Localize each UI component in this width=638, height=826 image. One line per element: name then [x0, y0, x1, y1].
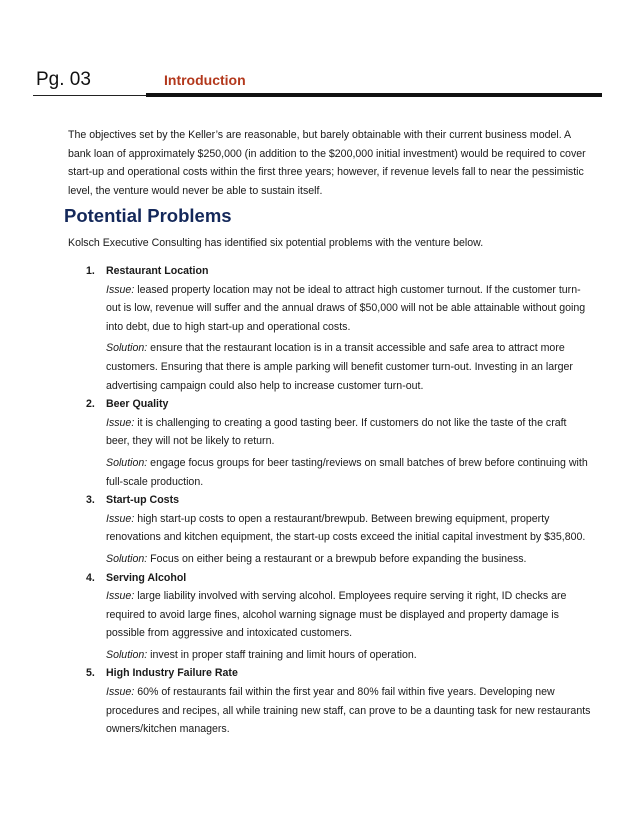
problem-issue [106, 683, 592, 739]
problems-list [86, 262, 592, 739]
problems-heading: Potential Problems [64, 205, 232, 226]
header-rule-thin [33, 95, 146, 96]
issue-label: Issue: [106, 590, 135, 603]
problem-item [86, 664, 592, 738]
issue-label: Issue: [106, 686, 135, 699]
problem-item [86, 491, 592, 568]
intro-paragraph: The objectives set by the Keller’s are reasonable, but barely obtainable with their current business model. A bank loan of approximately $250,000 (in addition to the $200,000 initial investment) would be required to cover start-up and operational costs within the first three years; however, if revenue levels fall to near the pessimistic level, the venture would never be able to sustain itself. [68, 129, 586, 198]
problem-title: Restaurant Location [106, 265, 209, 277]
solution-label: Solution: [106, 648, 148, 661]
solution-text: Focus on either being a restaurant or a brewpub before expanding the business. [147, 552, 527, 565]
problem-solution [106, 454, 592, 491]
solution-label: Solution: [106, 552, 148, 565]
problem-item [86, 395, 592, 491]
issue-text: high start-up costs to open a restaurant/brewpub. Between brewing equipment, property renovations and kitchen equipment, the start-up costs exceed the initial capital investment by $35,800. [106, 512, 586, 544]
problem-number: 3. [86, 494, 95, 507]
problem-issue [106, 281, 592, 337]
issue-text: it is challenging to creating a good tasting beer. If customers do not like the taste of the craft beer, they will not be likely to return. [106, 416, 567, 448]
issue-text: 60% of restaurants fail within the first year and 80% fail within five years. Developing new procedures and recipes, all while training new staff, can prove to be a daunting task for new restaurants owners/kitchen managers. [106, 686, 591, 736]
issue-label: Issue: [106, 283, 135, 296]
problem-number: 2. [86, 398, 95, 411]
issue-text: large liability involved with serving alcohol. Employees require serving it right, ID checks are required to avoid large fines, alcohol warning signage must be displayed and property damage is possible from aggressive and intoxicated customers. [106, 590, 567, 640]
solution-label: Solution: [106, 456, 148, 469]
problem-number: 5. [86, 667, 95, 680]
solution-text: engage focus groups for beer tasting/reviews on small batches of brew before continuing with full-scale production. [106, 456, 588, 488]
header-rule-thick [146, 93, 602, 97]
issue-label: Issue: [106, 512, 135, 525]
problem-solution [106, 339, 592, 395]
problem-issue [106, 510, 592, 547]
problem-solution [106, 550, 592, 569]
problem-title: Serving Alcohol [106, 571, 187, 584]
problem-number: 1. [86, 265, 95, 277]
page-number: Pg. 03 [36, 69, 91, 90]
problems-intro: Kolsch Executive Consulting has identified six potential problems with the venture below. [68, 237, 484, 249]
issue-text: leased property location may not be ideal to attract high customer turnout. If the customer turn-out is low, revenue will suffer and the annual draws of $50,000 will not be able attainable without going into debt, due to high start-up and operational costs. [106, 283, 586, 333]
problem-issue [106, 587, 592, 643]
problem-solution [106, 646, 592, 665]
section-title: Introduction [164, 72, 246, 88]
solution-text: invest in proper staff training and limit hours of operation. [147, 648, 417, 661]
problem-number: 4. [86, 571, 95, 584]
problem-title: Start-up Costs [106, 494, 179, 507]
issue-label: Issue: [106, 416, 135, 429]
intro-block [68, 126, 588, 201]
problem-item [86, 262, 592, 395]
solution-label: Solution: [106, 342, 148, 355]
problem-title: Beer Quality [106, 398, 169, 411]
problem-item [86, 569, 592, 665]
page-header [0, 0, 638, 100]
problem-issue [106, 414, 592, 451]
solution-text: ensure that the restaurant location is in a transit accessible and safe area to attract more customers. Ensuring that there is ample parking will benefit customer turn-out. Investing in an larger advertising campaign could also help to increase customer turn-out. [106, 342, 573, 392]
problem-title: High Industry Failure Rate [106, 667, 238, 680]
